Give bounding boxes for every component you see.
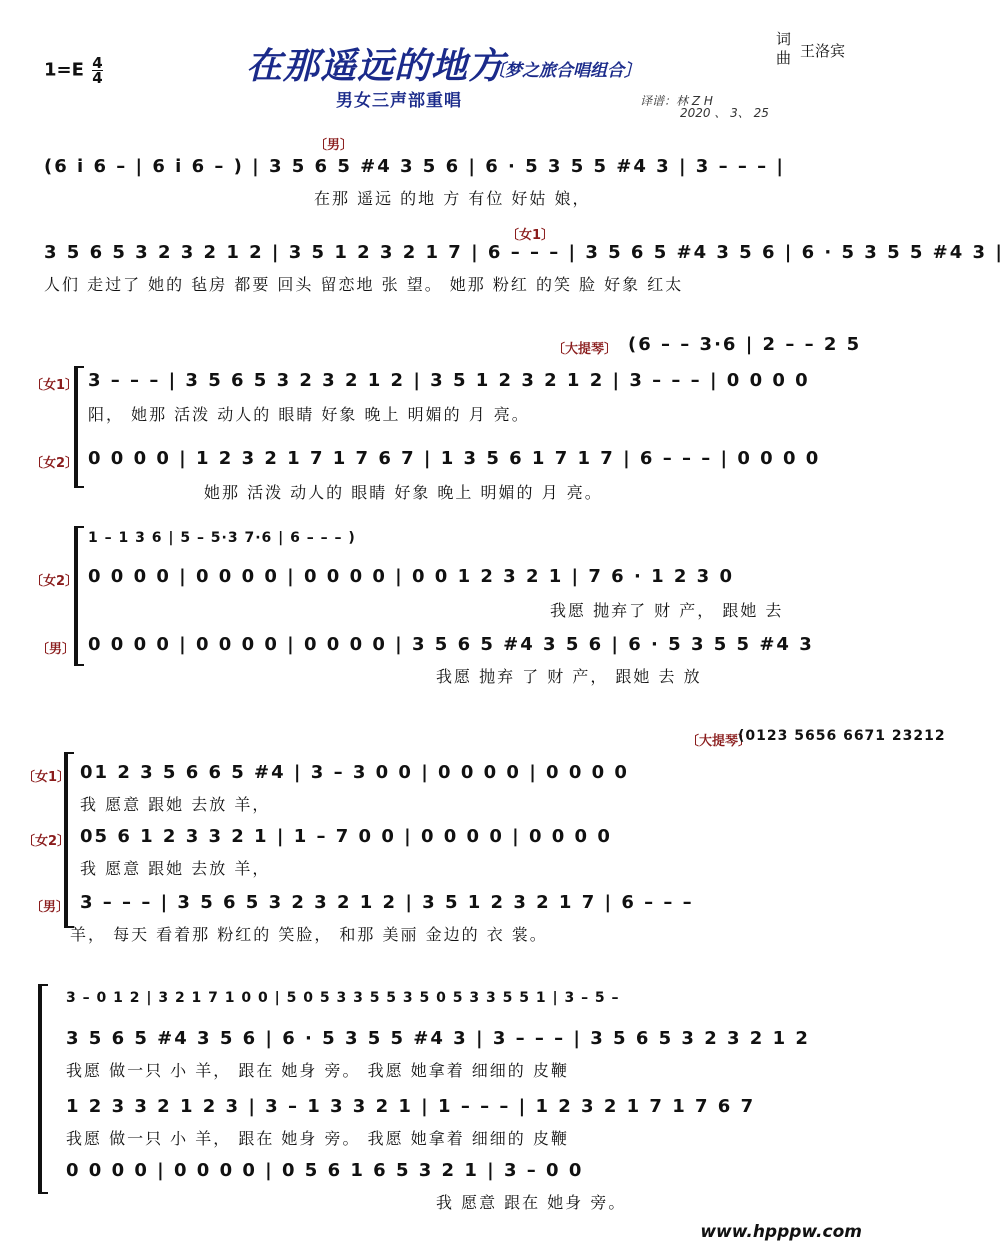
system3-accomp: (6 – – 3·6 | 2 – – 2 5 xyxy=(628,334,862,355)
system5-m-lyrics: 羊， 每天 看着那 粉红的 笑脸， 和那 美丽 金边的 衣 裳。 xyxy=(70,925,548,944)
part-label-male-s5: 〔男〕 xyxy=(30,900,70,915)
system6-f2-notes: 1 2 3 3 2 1 2 3 | 3 – 1 3 3 2 1 | 1 – – – | 1 2 3 2 1 7 1 7 6 7 xyxy=(66,1096,756,1117)
part-label-accordion-s5: 〔大提琴〕 xyxy=(686,734,752,749)
system6-m-notes: 0 0 0 0 | 0 0 0 0 | 0 5 6 1 6 5 3 2 1 | 3 – 0 0 xyxy=(66,1160,584,1181)
system4-brace xyxy=(74,526,84,666)
part-label-female2-s5: 〔女2〕 xyxy=(22,834,71,849)
system4-m-lyrics: 我愿 抛弃 了 财 产， 跟她 去 放 xyxy=(436,667,702,686)
system6-f1-notes: 3 5 6 5 #4 3 5 6 | 6 · 5 3 5 5 #4 3 | 3 – – – | 3 5 6 5 3 2 3 2 1 2 xyxy=(66,1028,810,1049)
system4-m-notes: 0 0 0 0 | 0 0 0 0 | 0 0 0 0 | 3 5 6 5 #4 3 5 6 | 6 · 5 3 5 5 #4 3 xyxy=(88,634,814,655)
arranger: 译谱：林 Z H xyxy=(640,94,713,108)
key-signature: 1=E $\frac{4}{4}$ xyxy=(44,54,103,87)
system2-notes: 3 5 6 5 3 2 3 2 1 2 | 3 5 1 2 3 2 1 7 | 6 – – – | 3 5 6 5 #4 3 5 6 | 6 · 5 3 5 5 #4 3 | xyxy=(44,242,1004,263)
system1-notes: (6 i 6 – | 6 i 6 – ) | 3 5 6 5 #4 3 5 6 | 6 · 5 3 5 5 #4 3 | 3 – – – | xyxy=(44,156,785,177)
part-label-female2-s4: 〔女2〕 xyxy=(30,574,79,589)
part-label-female1-s3: 〔女1〕 xyxy=(30,378,79,393)
system6-brace xyxy=(38,984,48,1194)
system6-m-lyrics: 我 愿意 跟在 她身 旁。 xyxy=(436,1193,627,1212)
system1-lyrics: 在那 遥远 的地 方 有位 好姑 娘， xyxy=(314,189,591,208)
arrangement-subtitle: 男女三声部重唱 xyxy=(336,91,462,111)
system5-m-notes: 3 – – – | 3 5 6 5 3 2 3 2 1 2 | 3 5 1 2 3 2 1 7 | 6 – – – xyxy=(80,892,694,913)
system6-f1-lyrics: 我愿 做一只 小 羊， 跟在 她身 旁。 我愿 她拿着 细细的 皮鞭 xyxy=(66,1061,569,1080)
system5-f1-lyrics: 我 愿意 跟她 去放 羊， xyxy=(80,795,271,814)
system5-f1-notes: 01 2 3 5 6 6 5 #4 | 3 – 3 0 0 | 0 0 0 0 | 0 0 0 0 xyxy=(80,762,629,783)
system6-accomp: 3 – 0 1 2 | 3 2 1 7 1 0 0 | 5 0 5 3 3 5 5 3 5 0 5 3 3 5 5 1 | 3 – 5 – xyxy=(66,990,620,1006)
system4-f2-notes: 0 0 0 0 | 0 0 0 0 | 0 0 0 0 | 0 0 1 2 3 2 1 | 7 6 · 1 2 3 0 xyxy=(88,566,734,587)
part-label-accordion: 〔大提琴〕 xyxy=(552,342,618,357)
system5-f2-lyrics: 我 愿意 跟她 去放 羊， xyxy=(80,859,271,878)
system5-f2-notes: 05 6 1 2 3 3 2 1 | 1 – 7 0 0 | 0 0 0 0 | 0 0 0 0 xyxy=(80,826,612,847)
part-label-female1: 〔女1〕 xyxy=(506,228,555,243)
system4-accomp: 1 – 1 3 6 | 5 – 5·3 7·6 | 6 – – – ) xyxy=(88,530,356,546)
system3-f1-lyrics: 阳， 她那 活泼 动人的 眼睛 好象 晚上 明媚的 月 亮。 xyxy=(88,405,530,424)
system3-f2-notes: 0 0 0 0 | 1 2 3 2 1 7 1 7 6 7 | 1 3 5 6 1 7 1 7 | 6 – – – | 0 0 0 0 xyxy=(88,448,821,469)
composer-name: 王洛宾 xyxy=(800,42,846,60)
system3-f1-notes: 3 – – – | 3 5 6 5 3 2 3 2 1 2 | 3 5 1 2 3 2 1 2 | 3 – – – | 0 0 0 0 xyxy=(88,370,810,391)
part-label-female2-s3: 〔女2〕 xyxy=(30,456,79,471)
arrangement-date: 2020 、 3、 25 xyxy=(680,106,769,120)
credit-labels: 词 曲 xyxy=(776,30,792,67)
performer-group: 〔梦之旅合唱组合〕 xyxy=(488,61,641,81)
system2-lyrics: 人们 走过了 她的 毡房 都要 回头 留恋地 张 望。 她那 粉红 的笑 脸 好象 红太 xyxy=(44,275,684,294)
time-signature: $\frac{4}{4}$ xyxy=(92,54,103,87)
system6-f2-lyrics: 我愿 做一只 小 羊， 跟在 她身 旁。 我愿 她拿着 细细的 皮鞭 xyxy=(66,1129,569,1148)
watermark: www.hpppw.com xyxy=(700,1222,862,1242)
part-label-male: 〔男〕 xyxy=(314,138,354,153)
system4-f2-lyrics: 我愿 抛弃了 财 产， 跟她 去 xyxy=(550,601,784,620)
system5-accomp: (0123 5656 6671 23212 xyxy=(738,728,946,744)
part-label-female1-s5: 〔女1〕 xyxy=(22,770,71,785)
part-label-male-s4: 〔男〕 xyxy=(36,642,76,657)
song-title: 在那遥远的地方 xyxy=(246,46,506,87)
system3-f2-lyrics: 她那 活泼 动人的 眼睛 好象 晚上 明媚的 月 亮。 xyxy=(204,483,603,502)
